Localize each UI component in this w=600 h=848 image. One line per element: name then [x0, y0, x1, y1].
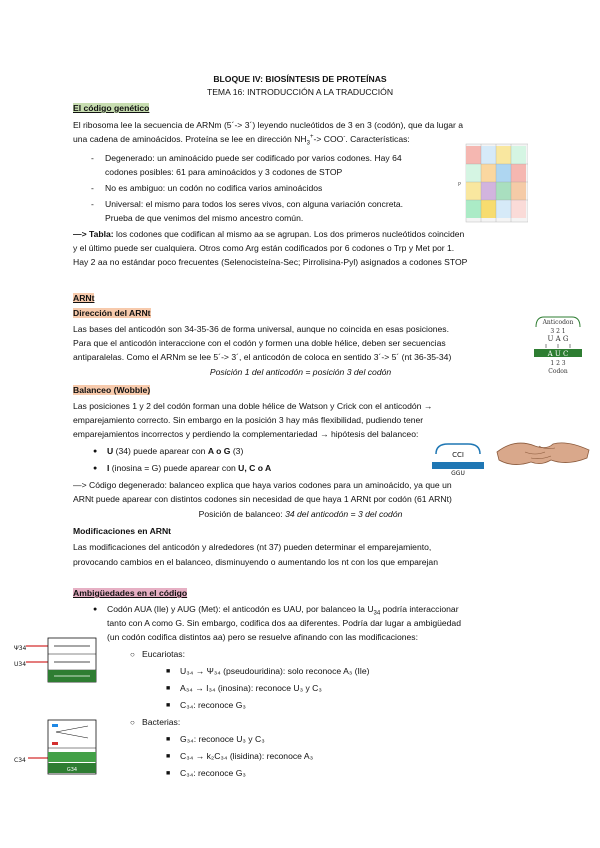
paragraph: Las modificaciones del anticodón y alrededores (nt 37) pueden determinar el emparejamiento,	[73, 542, 432, 552]
codon-label: Codon	[548, 368, 568, 375]
paragraph: una cadena de aminoácidos. Proteína se lee en dirección $NH_3^+-> COO^-$. Características:	[73, 134, 410, 147]
wobble-pairing-figure	[428, 440, 488, 476]
svg-text:P: P	[458, 182, 462, 188]
list-item: ● U (34) puede aparear con A o G (3)	[107, 445, 562, 458]
paragraph: antiparalelas. Como el ARNm se lee 5´-> 3´, el anticodón de coloca en sentido 3´-> 5´ (nt 36-35-34)	[73, 352, 452, 362]
euk-anticodon: U34	[14, 661, 27, 668]
paragraph: (un codón codifica distintos aa) pero se resuelve afinando con las modificaciones:	[107, 632, 418, 642]
document-subtitle: TEMA 16: INTRODUCCIÓN A LA TRADUCCIÓN	[206, 87, 394, 97]
list-item: ■ C₃₄: reconoce G₃	[180, 767, 600, 780]
paragraph: —> Tabla: los codones que codifican al mismo aa se agrupan. Los dos primeros nucleótidos coinciden	[73, 229, 465, 239]
paragraph: El ribosoma lee la secuencia de ARNm (5´-> 3´) leyendo nucleótidos de 3 en 3 (codón), que da lugar a	[73, 120, 464, 130]
paragraph: ARNt puede aparear con distintos codones sin necesidad de que haya 1 ARNt por codón (61 ARNt)	[73, 494, 452, 504]
anticodon-codon-figure	[532, 315, 584, 375]
paragraph: Las bases del anticodón son 34-35-36 de forma universal, aunque no coincida en esas posiciones.	[73, 324, 449, 334]
list-item: ■ A₃₄ → I₃₄ (inosina): reconoce U₃ y C₃	[180, 682, 600, 695]
list-item: ● Codón AUA (Ile) y AUG (Met): el anticodón es UAU, por balanceo la $U_{34}$ podría interaccionar	[107, 603, 562, 616]
paragraph: Las posiciones 1 y 2 del codón forman una doble hélice de Watson y Crick con el anticodón →	[73, 401, 433, 411]
bacteria-decoding-figure	[14, 716, 100, 776]
subsection-heading: Modificaciones en ARNt	[73, 526, 172, 536]
key-statement: Posición de balanceo: 34 del anticodón = 3 del codón	[198, 509, 403, 519]
handshake-icon	[495, 432, 591, 472]
list-item: ■ U₃₄ → Ψ₃₄ (pseudouridina): solo reconoce A₃ (Ile)	[180, 665, 600, 678]
paragraph: emparejamientos incorrectos y perdiendo la complementariedad → hipótesis del balanceo:	[73, 429, 419, 439]
paragraph: provocando cambios en el balanceo, disminuyendo o aumentando los nt con los que emparejan	[73, 557, 438, 567]
list-item: - Degenerado: un aminoácido puede ser codificado por varios codones. Hay 64	[105, 152, 455, 165]
list-item-cont: Prueba de que venimos del mismo ancestro común.	[105, 213, 304, 223]
paragraph: tanto con A como G. Sin embargo, codifica dos aa diferentes. Podría dar lugar a ambigüedad	[107, 618, 461, 628]
list-item-cont: codones posibles: 61 para aminoácidos y 3 codones de STOP	[105, 167, 343, 177]
anticodon-sequence: U A G	[547, 335, 569, 343]
codon-sequence: A U C	[547, 350, 569, 358]
section-heading-ambig: Ambigüedades en el código	[73, 588, 188, 598]
section-heading-codigo: El código genético	[73, 103, 150, 113]
paragraph: Para que el anticodón interaccione con el codón y formen una doble hélice, deben ser secuencias	[73, 338, 446, 348]
paragraph: —> Código degenerado: balanceo explica que haya varios codones para un aminoácido, ya que un	[73, 480, 452, 490]
section-heading-arnt: ARNt	[73, 293, 95, 303]
anticodon-label: Anticodon	[542, 319, 574, 326]
codon-positions: 1 2 3	[550, 360, 566, 367]
euk-modified-anticodon: Ψ34	[14, 645, 27, 652]
list-item: - Universal: el mismo para todos los seres vivos, con alguna variación concreta.	[105, 198, 455, 211]
list-item: ■ C₃₄ → k₂C₃₄ (lisidina): reconoce A₃	[180, 750, 600, 763]
document-title: BLOQUE IV: BIOSÍNTESIS DE PROTEÍNAS	[213, 74, 387, 84]
list-item: ■ G₃₄: reconoce U₃ y C₃	[180, 733, 600, 746]
paragraph: emparejamiento correcto. Sin embargo en la posición 3 hay más flexibilidad, pudiendo tener	[73, 415, 424, 425]
paragraph: y el último puede ser cualquiera. Otros como Arg están codificados por 6 codones o Trp y Met por 1.	[73, 243, 455, 253]
subsection-heading: Balanceo (Wobble)	[73, 385, 151, 395]
subsection-heading: Dirección del ARNt	[73, 308, 151, 318]
wobble-anticodon: CCI	[452, 451, 464, 459]
list-item: - No es ambiguo: un codón no codifica varios aminoácidos	[105, 182, 455, 195]
list-item: ● I (inosina = G) puede aparear con U, C o A	[107, 462, 562, 475]
list-item: ○ Eucariotas:	[142, 648, 597, 661]
paragraph: Hay 2 aa no estándar poco frecuentes (Selenocisteína-Sec; Pirrolisina-Pyl) asignados a codones STOP	[73, 257, 468, 267]
list-item: ○ Bacterias:	[142, 716, 597, 729]
key-statement: Posición 1 del anticodón = posición 3 del codón	[209, 367, 392, 377]
eukaryote-decoding-figure	[14, 636, 100, 686]
anticodon-positions: 3 2 1	[550, 328, 566, 335]
wobble-codon: GGU	[451, 470, 465, 476]
bac-anticodon: C34	[14, 757, 26, 764]
list-item: ■ C₃₄: reconoce G₃	[180, 699, 600, 712]
bac-anticodon-g: G34	[66, 767, 78, 773]
codon-table-figure	[456, 140, 528, 224]
